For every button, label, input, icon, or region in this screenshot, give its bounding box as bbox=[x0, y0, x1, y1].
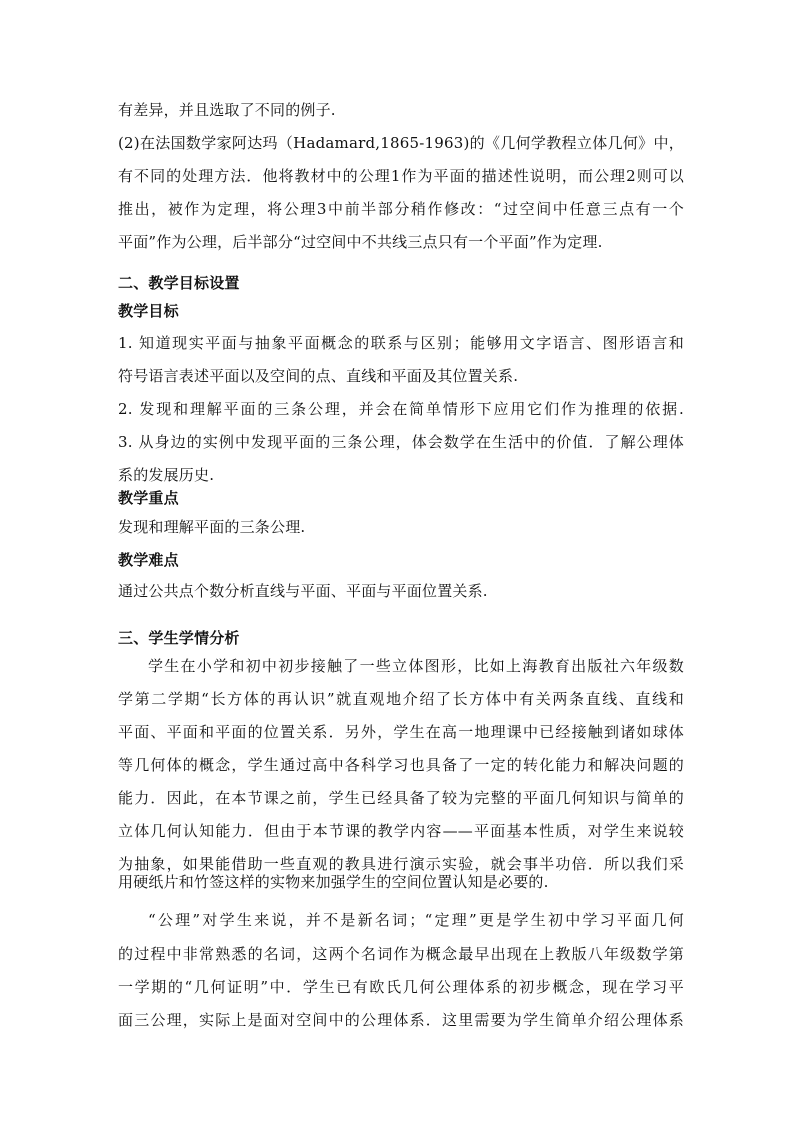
goal-line: 1. 知道现实平面与抽象平面概念的联系与区别；能够用文字语言、图形语言和 bbox=[118, 334, 684, 352]
paragraph-line: 的过程中非常熟悉的名词，这两个名词作为概念最早出现在上教版八年级数学第 bbox=[118, 945, 684, 963]
subheading-goals: 教学目标 bbox=[118, 302, 179, 320]
difficulties-text: 通过公共点个数分析直线与平面、平面与平面位置关系. bbox=[118, 582, 488, 600]
subheading-key-points: 教学重点 bbox=[118, 489, 179, 507]
paragraph-line: 等几何体的概念，学生通过高中各科学习也具备了一定的转化能力和解决问题的 bbox=[118, 756, 684, 774]
intro-line: 有差异，并且选取了不同的例子. bbox=[118, 101, 336, 119]
goal-line: 2. 发现和理解平面的三条公理，并会在简单情形下应用它们作为推理的依据. bbox=[118, 400, 684, 418]
paragraph-line: 能力．因此，在本节课之前，学生已经具备了较为完整的平面几何知识与简单的 bbox=[118, 789, 684, 807]
section-title: 三、学生学情分析 bbox=[118, 629, 240, 647]
paragraph-line: 面三公理，实际上是面对空间中的公理体系．这里需要为学生简单介绍公理体系 bbox=[118, 1011, 684, 1029]
paragraph-line: 平面、平面和平面的位置关系．另外，学生在高一地理课中已经接触到诸如球体 bbox=[118, 723, 684, 741]
paragraph-line: 平面”作为公理，后半部分“过空间中不共线三点只有一个平面”作为定理. bbox=[118, 233, 603, 251]
paragraph-line: 立体几何认知能力．但由于本节课的教学内容——平面基本性质，对学生来说较 bbox=[118, 822, 684, 840]
goal-line: 3. 从身边的实例中发现平面的三条公理，体会数学在生活中的价值．了解公理体 bbox=[118, 433, 684, 451]
paragraph-line: 为抽象，如果能借助一些直观的教具进行演示实验，就会事半功倍．所以我们采 bbox=[118, 855, 684, 873]
subheading-difficulties: 教学难点 bbox=[118, 551, 179, 569]
paragraph-line: 有不同的处理方法．他将教材中的公理1作为平面的描述性说明，而公理2则可以 bbox=[118, 167, 684, 185]
paragraph-line: (2)在法国数学家阿达玛（Hadamard,1865-1963)的《几何学教程立体几何》中， bbox=[118, 134, 684, 152]
paragraph-line: 学生在小学和初中初步接触了一些立体图形，比如上海教育出版社六年级数 bbox=[148, 657, 684, 675]
goal-line: 符号语言表述平面以及空间的点、直线和平面及其位置关系. bbox=[118, 367, 519, 385]
key-points-text: 发现和理解平面的三条公理. bbox=[118, 518, 306, 536]
paragraph-line: “公理”对学生来说，并不是新名词；“定理”更是学生初中学习平面几何 bbox=[148, 911, 684, 929]
paragraph-line: 推出，被作为定理，将公理3中前半部分稍作修改：“过空间中任意三点有一个 bbox=[118, 200, 684, 218]
goal-line: 系的发展历史. bbox=[118, 466, 215, 484]
paragraph-line: 学第二学期“长方体的再认识”就直观地介绍了长方体中有关两条直线、直线和 bbox=[118, 690, 684, 708]
section-title: 二、教学目标设置 bbox=[118, 274, 240, 292]
paragraph-line: 用硬纸片和竹签这样的实物来加强学生的空间位置认知是必要的. bbox=[118, 873, 549, 891]
paragraph-line: 一学期的“几何证明”中．学生已有欧氏几何公理体系的初步概念，现在学习平 bbox=[118, 978, 684, 996]
